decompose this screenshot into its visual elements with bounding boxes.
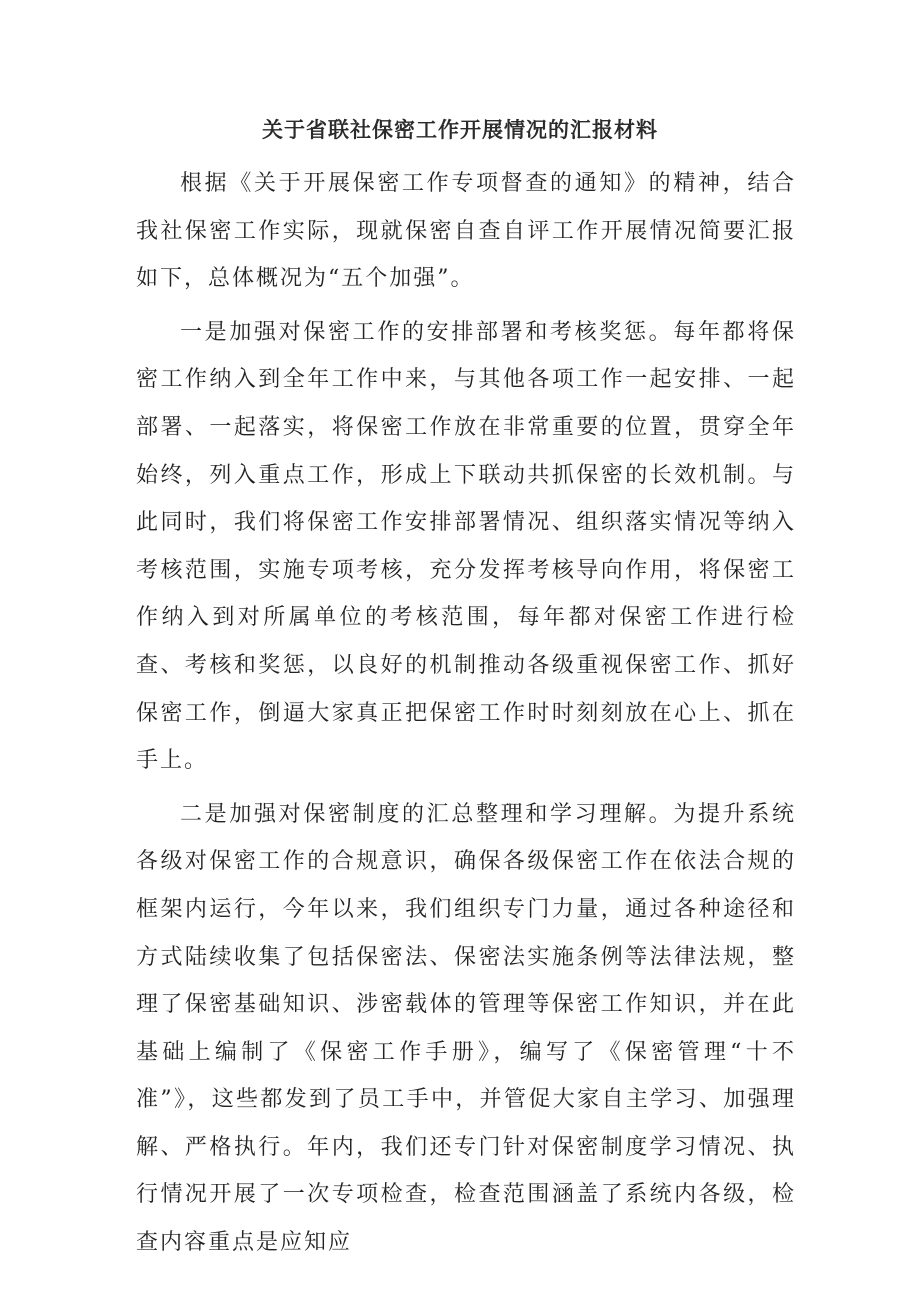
- paragraph-point-one: 一是加强对保密工作的安排部署和考核奖惩。每年都将保密工作纳入到全年工作中来，与其他各项工作一起安排、一起部署、一起落实，将保密工作放在非常重要的位置，贯穿全年始终，列入重点工作，形成上下联动共抓保密的长效机制。与此同时，我们将保密工作安排部署情况、组织落实情况等纳入考核范围，实施专项考核，充分发挥考核导向作用，将保密工作纳入到对所属单位的考核范围，每年都对保密工作进行检查、考核和奖惩，以良好的机制推动各级重视保密工作、抓好保密工作，倒逼大家真正把保密工作时时刻刻放在心上、抓在手上。: [136, 319, 796, 774]
- document-title: 关于省联社保密工作开展情况的汇报材料: [262, 117, 658, 142]
- document-body: [136, 160, 796, 1267]
- paragraph-point-two: 二是加强对保密制度的汇总整理和学习理解。为提升系统各级对保密工作的合规意识，确保各级保密工作在依法合规的框架内运行，今年以来，我们组织专门力量，通过各种途径和方式陆续收集了包括保密法、保密法实施条例等法律法规，整理了保密基础知识、涉密载体的管理等保密工作知识，并在此基础上编制了《保密工作手册》，编写了《保密管理“十不准”》，这些都发到了员工手中，并管促大家自主学习、加强理解、严格执行。年内，我们还专门针对保密制度学习情况、执行情况开展了一次专项检查，检查范围涵盖了系统内各级，检查内容重点是应知应: [136, 801, 796, 1256]
- paragraph-intro: 根据《关于开展保密工作专项督查的通知》的精神，结合我社保密工作实际，现就保密自查自评工作开展情况简要汇报如下，总体概况为“五个加强”。: [136, 171, 796, 292]
